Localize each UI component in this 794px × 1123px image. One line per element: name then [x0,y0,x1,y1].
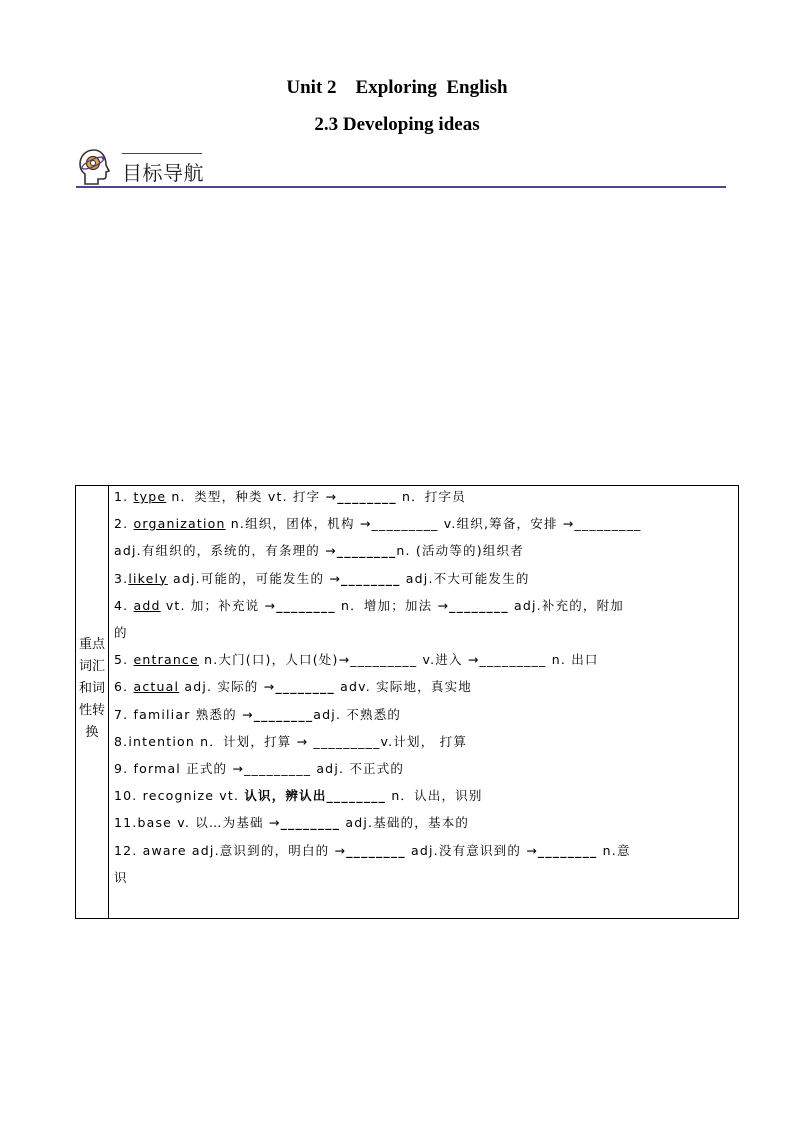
answer-blank: ________ [449,597,509,613]
vocab-text: 12. aware adj.意识到的，明白的 → [114,842,347,858]
answer-blank: ________ [276,597,336,613]
side-label-line: 词汇 [78,659,105,674]
header-divider [76,186,726,188]
vocab-text: adj. 不熟悉的 [313,706,402,722]
vocab-line [114,732,467,752]
vocab-line [114,541,524,561]
side-label-line: 换 [85,725,99,740]
vocab-text: likely [128,570,168,586]
side-label-line: 和词 [78,681,105,696]
vocab-text: adj.没有意识到的 → [405,842,538,858]
vocab-line [114,813,469,833]
section-header [76,146,726,190]
vocab-text: adj.不大可能发生的 [400,570,530,586]
side-label-line: 重点 [78,637,105,652]
vocab-text: n．认出，识别 [386,788,483,804]
answer-blank: ________ [275,679,335,695]
vocab-text: entrance [133,652,199,668]
answer-blank: n.大门(口)，人口(处)→_________ v.进入 →_________ n. 出口 [198,652,599,668]
vocab-text: 2. [114,516,134,532]
vocab-text: n. (活动等的)组织者 [396,543,524,559]
answer-blank: 认识，辨认出________ [244,788,387,804]
vocab-text: adj.补充的，附加 [508,597,624,613]
answer-blank: 8.intention n．计划，打算 → _________v.计划， 打算 [114,733,468,749]
vocab-text: 的 [114,625,128,640]
vocab-line [114,487,466,507]
answer-blank: ________ [341,570,401,586]
vocab-text: 7. familiar 熟悉的 → [114,706,254,722]
section-label: 目标导航 [122,161,204,185]
vocab-line [114,514,642,534]
vocab-text: 4. [114,597,134,613]
head-with-gear-icon [78,148,114,186]
vocab-text: organization [133,516,226,532]
vocab-line [114,569,530,589]
page-subtitle: 2.3 Developing ideas [314,114,480,135]
answer-blank: n.组织，团体，机构 →_________ v.组织,筹备，安排 →_________ [225,516,642,532]
vocab-text: adj.基础的，基本的 [340,815,470,831]
answer-blank: ________ [336,543,397,559]
table-side-column [76,486,109,918]
answer-blank: ________ [337,489,397,504]
vocab-line [114,623,128,643]
answer-blank: 9. formal 正式的 →_________ adj. 不正式的 [114,761,405,776]
answer-blank: ________ [537,842,598,858]
vocab-text: 1. [114,489,134,504]
vocab-text: 3. [114,570,129,586]
vocab-text: n.意 [597,842,631,858]
side-label [76,634,108,744]
vocab-text: vt. 加；补充说 → [160,597,277,613]
header-overline [122,153,202,154]
vocab-text: 5. [114,652,134,668]
answer-blank: ________ [253,706,314,722]
page-title: Unit 2 Exploring English [286,77,508,98]
vocab-line [114,759,404,779]
vocab-text: adv. 实际地，真实地 [334,679,472,695]
vocabulary-table [75,485,739,919]
vocab-text: adj. 实际的 → [179,679,276,695]
vocab-text: type [133,489,167,504]
vocab-line [114,841,631,861]
vocab-text: 11.base v. 以…为基础 → [114,815,281,831]
vocab-line [114,596,624,616]
vocab-text: add [133,597,161,613]
vocab-text: n．增加；加法 → [335,597,450,613]
vocab-line [114,786,483,806]
vocab-text: 6. [114,679,134,695]
vocab-line [114,705,401,725]
vocab-text: 10. recognize vt. [114,788,245,804]
vocab-text: 识 [114,869,128,885]
answer-blank: ________ [346,842,406,858]
vocab-text: adj.可能的，可能发生的 → [167,570,341,586]
vocab-line [114,650,599,670]
vocab-text: adj.有组织的，系统的，有条理的 → [114,543,337,559]
vocab-text: n．类型，种类 vt. 打字 → [166,489,338,504]
vocab-line [114,677,472,697]
vocab-line [114,868,128,888]
answer-blank: ________ [280,815,341,831]
vocab-text: n．打字员 [396,489,466,504]
vocab-text: actual [133,679,180,695]
side-label-line: 性转 [78,703,105,718]
